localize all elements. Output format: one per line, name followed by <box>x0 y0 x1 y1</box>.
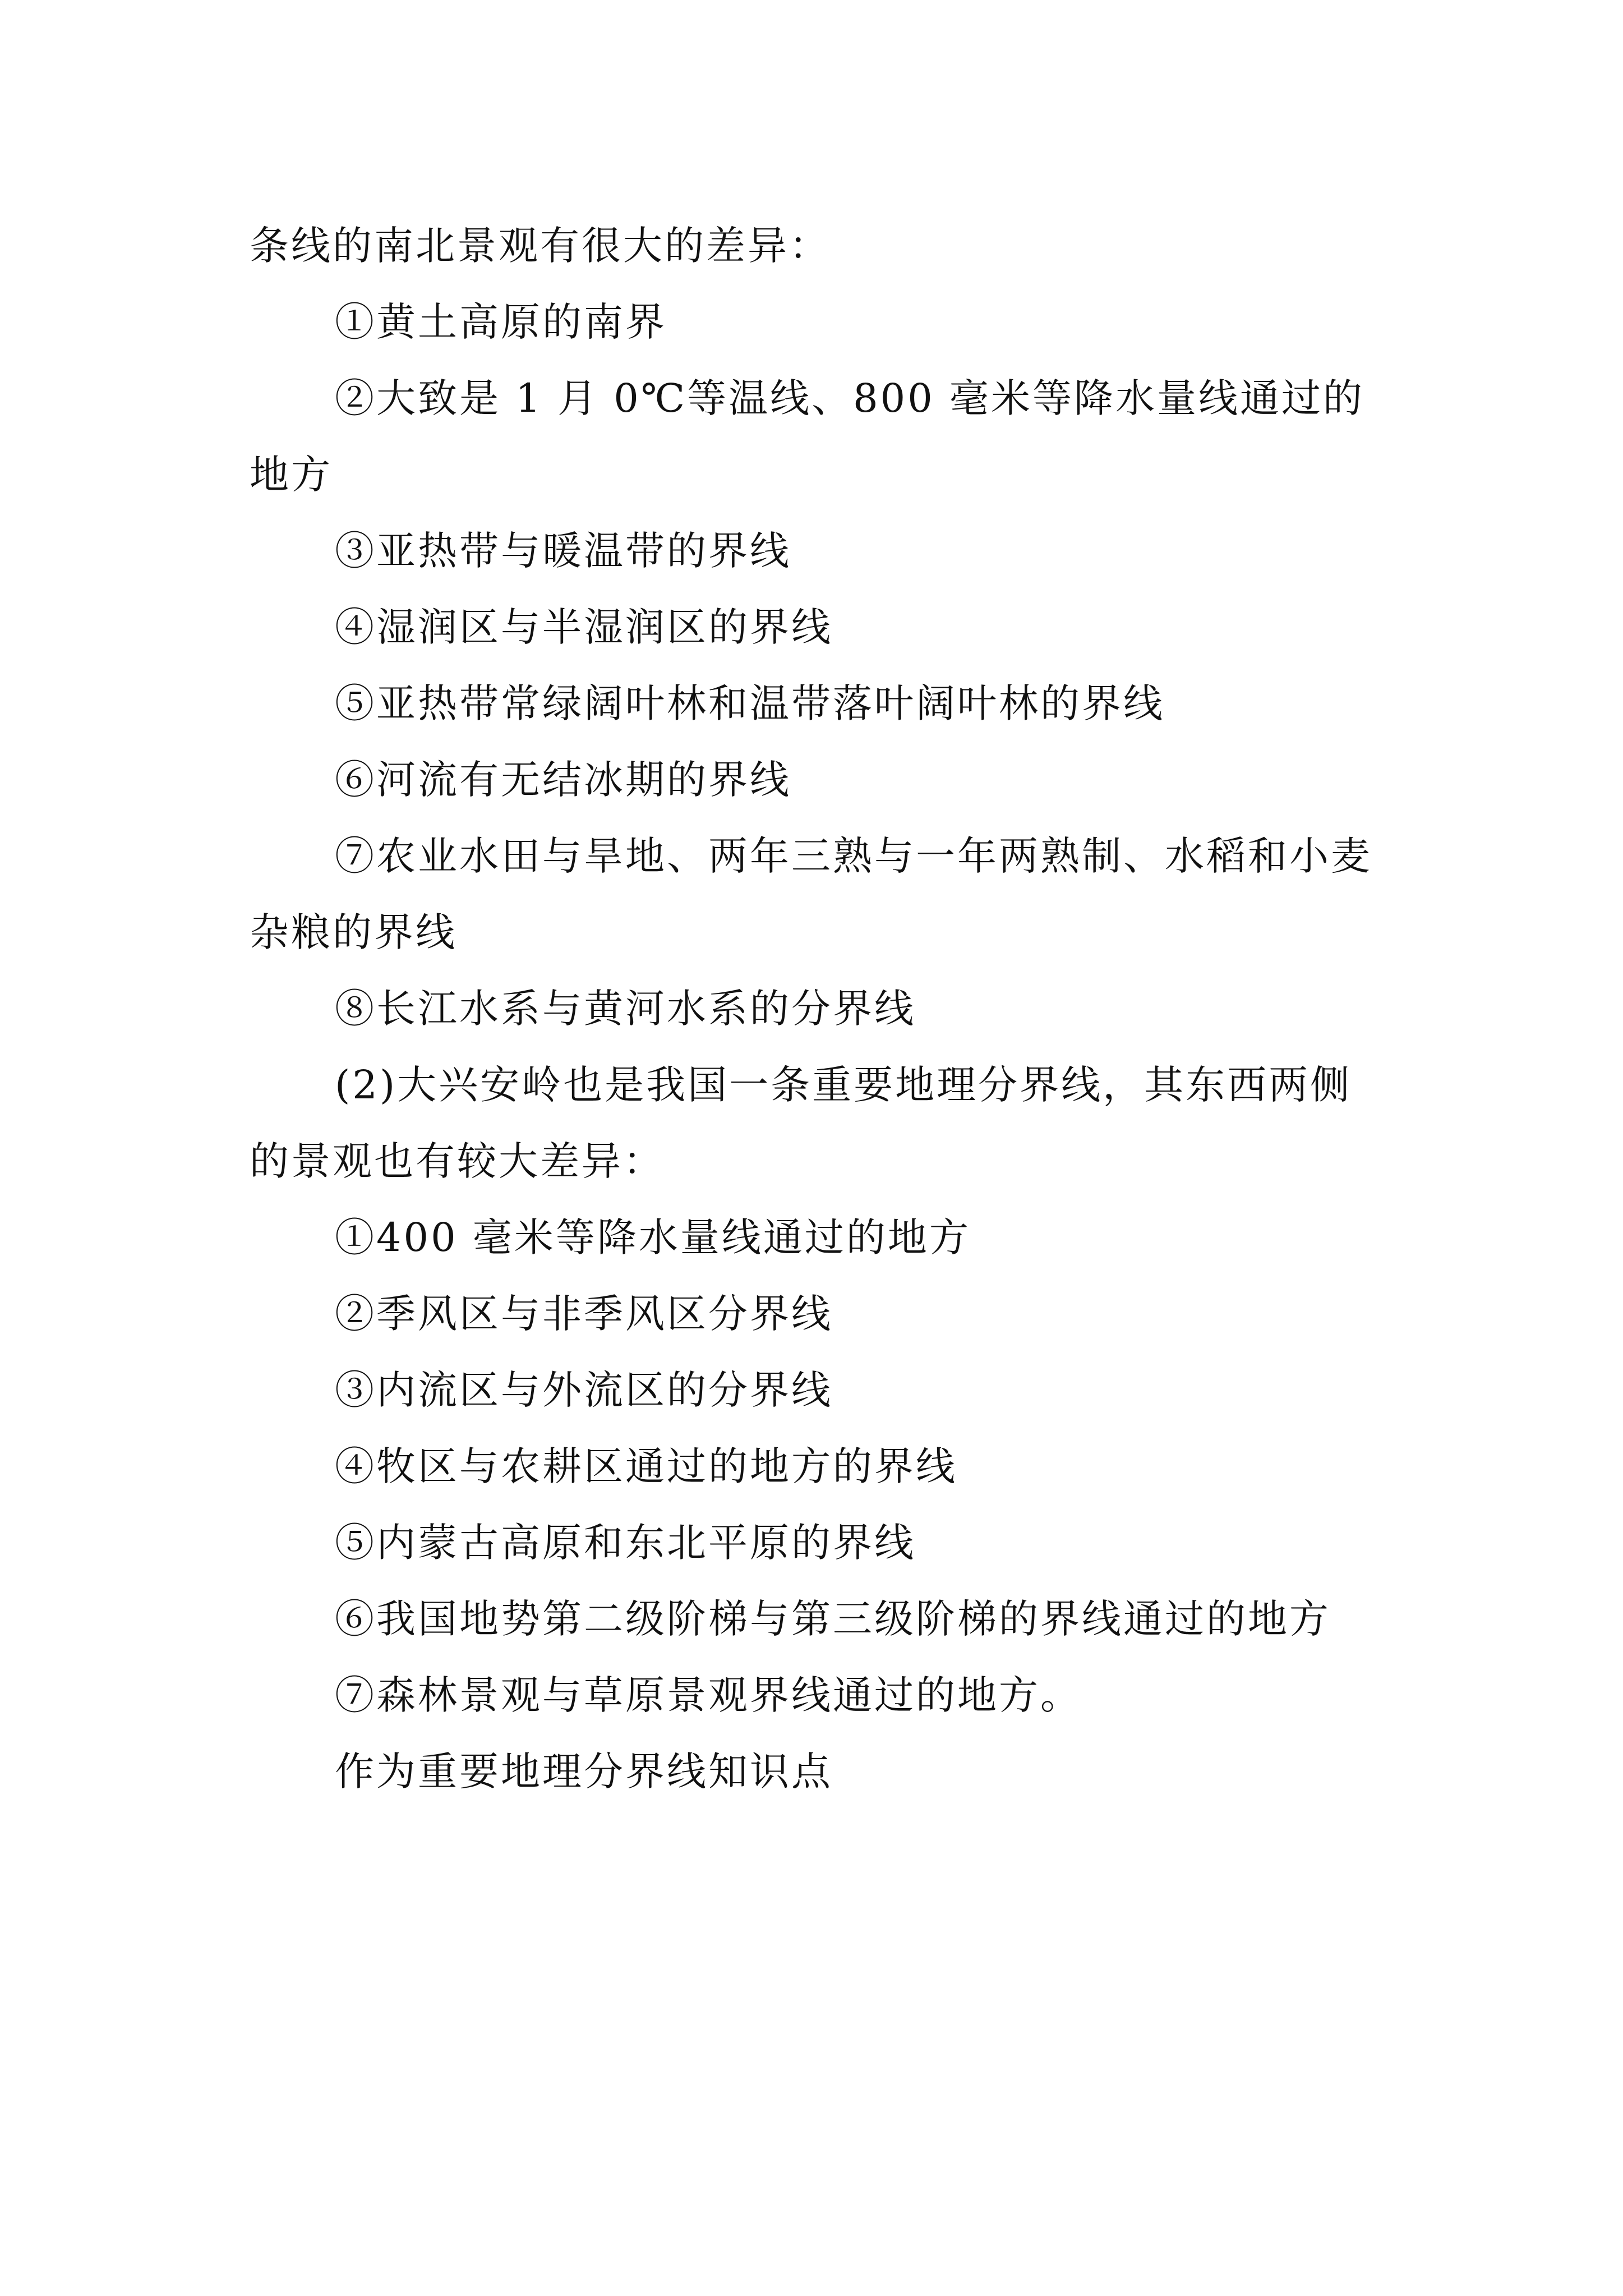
list-item: ⑦森林景观与草原景观界线通过的地方。 <box>335 1672 1082 1718</box>
list-item: ⑤亚热带常绿阔叶林和温带落叶阔叶林的界线 <box>335 680 1165 726</box>
list-item: ⑤内蒙古高原和东北平原的界线 <box>335 1520 916 1566</box>
list-item: ③亚热带与暖温带的界线 <box>335 528 791 574</box>
section-heading-paragraph: (2)大兴安岭也是我国一条重要地理分界线，其东西两侧的景观也有较大差异： <box>250 1062 1352 1184</box>
list-item: ④湿润区与半湿润区的界线 <box>335 604 833 650</box>
list-item: ②季风区与非季风区分界线 <box>335 1291 833 1337</box>
list-item: ④牧区与农耕区通过的地方的界线 <box>335 1443 957 1489</box>
list-item: ①400 毫米等降水量线通过的地方 <box>335 1214 971 1260</box>
list-item: ②大致是 1 月 0℃等温线、800 毫米等降水量线通过的地方 <box>250 375 1364 498</box>
list-item: ⑥我国地势第二级阶梯与第三级阶梯的界线通过的地方 <box>335 1596 1331 1642</box>
document-body <box>250 208 1388 1810</box>
list-item: ③内流区与外流区的分界线 <box>335 1367 833 1413</box>
closing-paragraph: 作为重要地理分界线知识点 <box>335 1749 833 1795</box>
list-item: ⑥河流有无结冰期的界线 <box>335 757 791 803</box>
paragraph-intro: 条线的南北景观有很大的差异： <box>250 223 831 269</box>
list-item: ⑦农业水田与旱地、两年三熟与一年两熟制、水稻和小麦杂粮的界线 <box>250 833 1372 955</box>
list-item: ⑧长江水系与黄河水系的分界线 <box>335 986 916 1032</box>
list-item: ①黄土高原的南界 <box>335 299 667 345</box>
